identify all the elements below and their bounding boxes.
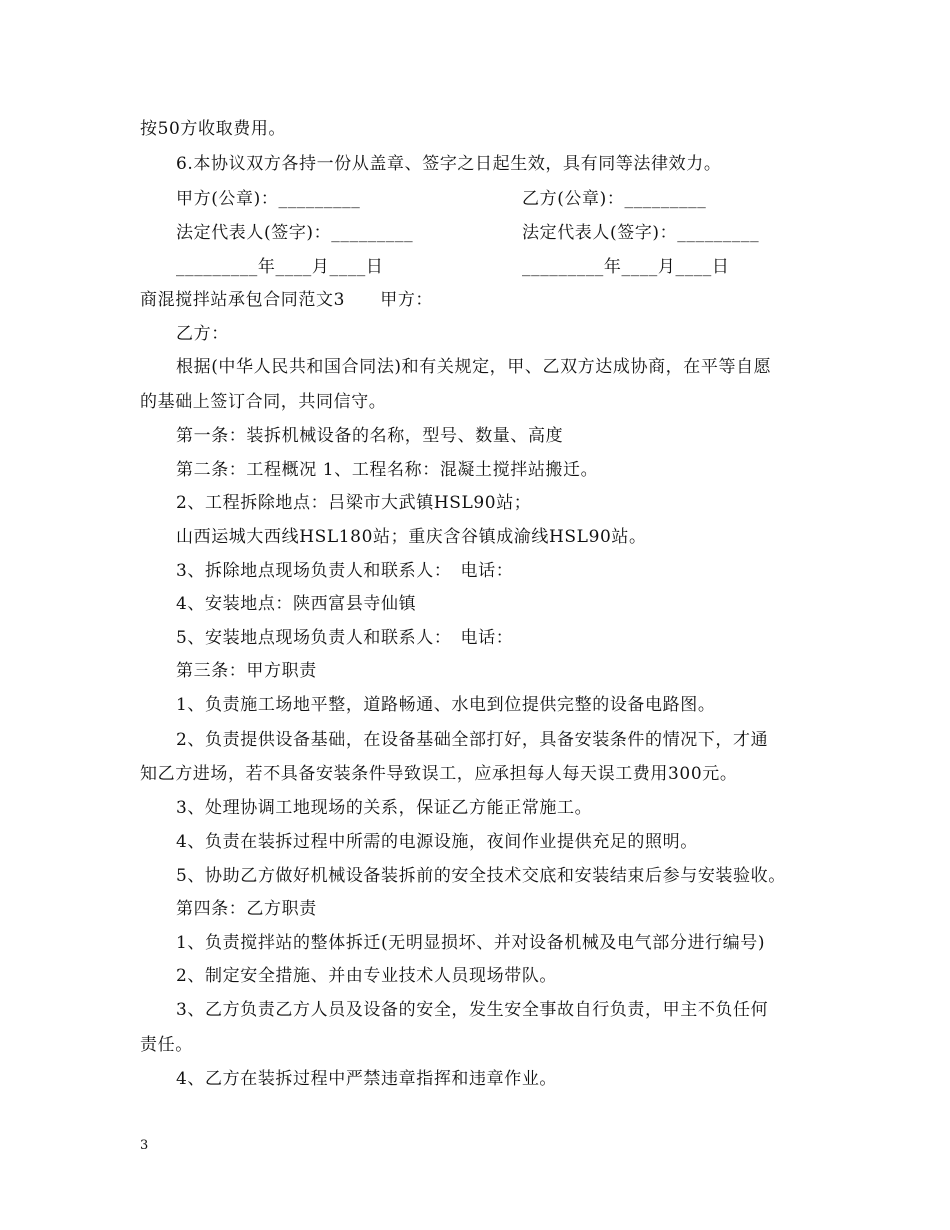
text-line: 乙方： [176, 324, 229, 344]
clause-heading: 第四条：乙方职责 [176, 899, 317, 919]
signature-party-a: 甲方(公章)：_________ [176, 189, 361, 209]
signature-party-b: 乙方(公章)：_________ [522, 189, 707, 209]
text-line: 4、负责在装拆过程中所需的电源设施，夜间作业提供充足的照明。 [176, 832, 698, 852]
text-line: 3、乙方负责乙方人员及设备的安全，发生安全事故自行负责，甲主不负任何 [176, 1000, 769, 1020]
clause-heading: 第一条：装拆机械设备的名称，型号、数量、高度 [176, 426, 564, 446]
text-line: 4、安装地点：陕西富县寺仙镇 [176, 594, 417, 614]
text-line: 4、乙方在装拆过程中严禁违章指挥和违章作业。 [176, 1069, 558, 1089]
text-line: 山西运城大西线HSL180站；重庆含谷镇成渝线HSL90站。 [176, 527, 647, 547]
text-line: 3、拆除地点现场负责人和联系人： 电话： [176, 561, 514, 581]
clause-heading: 第二条：工程概况 1、工程名称：混凝土搅拌站搬迁。 [176, 460, 599, 480]
date-a: _________年____月____日 [176, 257, 384, 277]
section-title: 商混搅拌站承包合同范文3 甲方： [140, 290, 434, 310]
text-line: 2、负责提供设备基础，在设备基础全部打好，具备安装条件的情况下，才通 [176, 730, 769, 750]
legal-rep-a: 法定代表人(签字)：_________ [176, 223, 414, 243]
text-line: 根据(中华人民共和国合同法)和有关规定，甲、乙双方达成协商，在平等自愿 [176, 357, 772, 377]
text-line: 6.本协议双方各持一份从盖章、签字之日起生效，具有同等法律效力。 [176, 154, 722, 174]
text-line: 5、协助乙方做好机械设备装拆前的安全技术交底和安装结束后参与安装验收。 [176, 866, 786, 886]
text-line: 的基础上签订合同，共同信守。 [140, 392, 387, 412]
text-line: 3、处理协调工地现场的关系，保证乙方能正常施工。 [176, 798, 593, 818]
text-line: 按50方收取费用。 [140, 119, 287, 139]
text-line: 知乙方进场，若不具备安装条件导致误工，应承担每人每天误工费用300元。 [140, 764, 738, 784]
page-number: 3 [140, 1138, 149, 1153]
legal-rep-b: 法定代表人(签字)：_________ [522, 223, 760, 243]
text-line: 5、安装地点现场负责人和联系人： 电话： [176, 628, 514, 648]
text-line: 2、工程拆除地点：吕梁市大武镇HSL90站； [176, 493, 532, 513]
text-line: 1、负责搅拌站的整体拆迁(无明显损坏、并对设备机械及电气部分进行编号) [176, 933, 766, 953]
text-line: 责任。 [140, 1035, 193, 1055]
text-line: 1、负责施工场地平整，道路畅通、水电到位提供完整的设备电路图。 [176, 695, 716, 715]
text-line: 2、制定安全措施、并由专业技术人员现场带队。 [176, 966, 558, 986]
clause-heading: 第三条：甲方职责 [176, 661, 317, 681]
date-b: _________年____月____日 [522, 257, 730, 277]
